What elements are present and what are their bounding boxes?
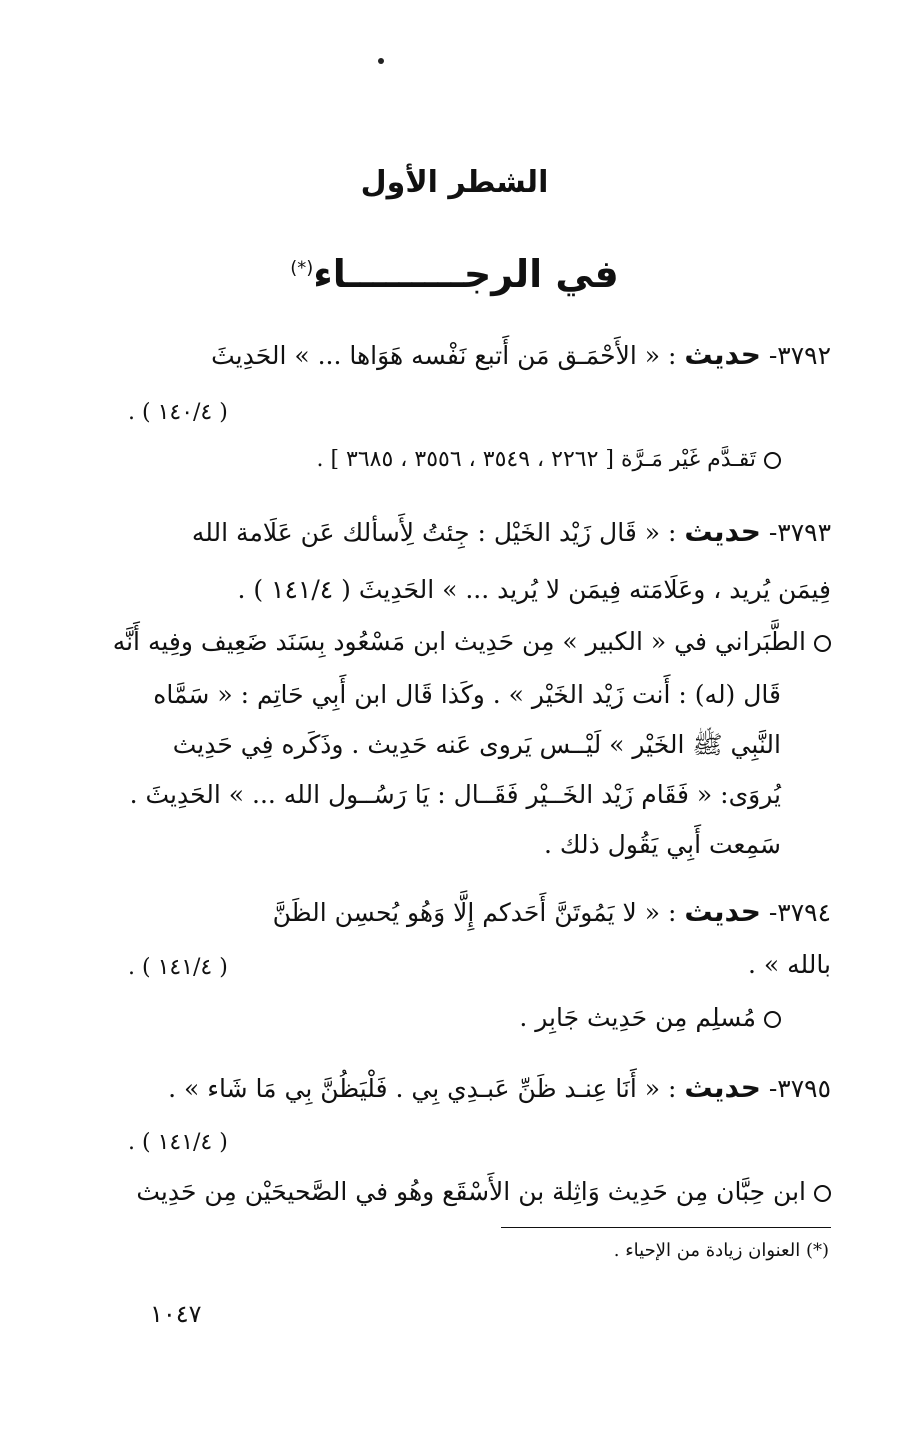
hadith-keyword: حديث: [684, 338, 761, 371]
circle-bullet-icon: [814, 635, 831, 652]
entry-note-line: قَال (له) : أَنت زَيْد الخَيْر » . وكَذا قَال ابن أَبِي حَاتِم : « سَمَّاه: [153, 680, 781, 709]
entry-note-line: سَمِعت أَبِي يَقُول ذلك .: [544, 830, 781, 859]
chapter-title: [0, 252, 909, 296]
circle-bullet-icon: [814, 1185, 831, 1202]
circle-bullet-icon: [764, 1011, 781, 1028]
entry-continuation: فِيمَن يُريد ، وعَلَامَته فِيمَن لا يُريد ... » الحَدِيثَ ( ١٤١/٤ ) .: [237, 575, 831, 604]
entry-reference: ( ١٤٠/٤ ) .: [128, 400, 228, 425]
entry-3793-line: [71, 512, 831, 553]
note-text: تَقـدَّم غَيْر مَـرَّة [ ٢٢٦٢ ، ٣٥٤٩ ، ٣٥٥٦ ، ٣٦٨٥ ] .: [316, 447, 756, 472]
entry-reference: ( ١٤١/٤ ) .: [128, 955, 228, 980]
entry-text: : « أَنَا عِنـد ظَنِّ عَبـدِي بِي . فَلْيَظُنَّ بِي مَا شَاء » .: [168, 1074, 677, 1103]
footnote: (*) العنوان زيادة من الإحياء .: [613, 1240, 829, 1261]
entry-text: : « قَال زَيْد الخَيْل : جِئتُ لِأَسألك عَن عَلَامة الله: [191, 518, 677, 547]
note-text: ابن حِبَّان مِن حَدِيث وَاثِلة بن الأَسْقَع وهُو في الصَّحيحَيْن مِن حَدِيث: [136, 1177, 806, 1206]
hadith-keyword: حديث: [684, 515, 761, 548]
entry-number: ٣٧٩٣-: [768, 518, 831, 547]
entry-number: ٣٧٩٢-: [768, 341, 831, 370]
hadith-keyword: حديث: [684, 895, 761, 928]
entry-note: [71, 440, 781, 480]
entry-3795-line: [71, 1068, 831, 1109]
entry-text: : « لا يَمُوتَنَّ أَحَدكم إِلَّا وَهُو يُحسِن الظَنَّ: [272, 898, 677, 927]
entry-continuation: بالله » .: [747, 950, 831, 979]
entry-text: : « الأَحْمَـق مَن أَتبع نَفْسه هَوَاها ... » الحَدِيثَ: [211, 341, 677, 370]
page-number: ١٠٤٧: [150, 1300, 202, 1328]
entry-note: [71, 622, 831, 662]
entry-note-line: يُروَى: « فَقَام زَيْد الخَــيْر فَقَــال : يَا رَسُــول الله ... » الحَدِيثَ .: [129, 780, 781, 809]
chapter-title-text: في الرجـــــــــاء: [313, 252, 619, 296]
footnote-marker: (*): [290, 257, 314, 279]
entry-3792-line: [71, 335, 831, 376]
ink-dot: [378, 58, 384, 64]
footnote-divider: [501, 1227, 831, 1228]
entry-note: [71, 1172, 831, 1212]
part-title: الشطر الأول: [360, 165, 549, 200]
entry-note: [71, 998, 781, 1038]
note-text: الطَّبَراني في « الكبير » مِن حَدِيث ابن مَسْعُود بِسَنَد ضَعِيف وفِيه أَنَّه: [112, 627, 806, 656]
entry-3794-line: [71, 892, 831, 933]
entry-number: ٣٧٩٤-: [768, 898, 831, 927]
note-text: مُسلِم مِن حَدِيث جَابِر .: [519, 1003, 756, 1032]
entry-note-line: النَّبِي ﷺ الخَيْر » لَيْــس يَروى عَنه حَدِيث . وذَكَره فِي حَدِيث: [172, 730, 781, 759]
entry-reference: ( ١٤١/٤ ) .: [128, 1130, 228, 1155]
hadith-keyword: حديث: [684, 1071, 761, 1104]
circle-bullet-icon: [764, 452, 781, 469]
entry-number: ٣٧٩٥-: [768, 1074, 831, 1103]
